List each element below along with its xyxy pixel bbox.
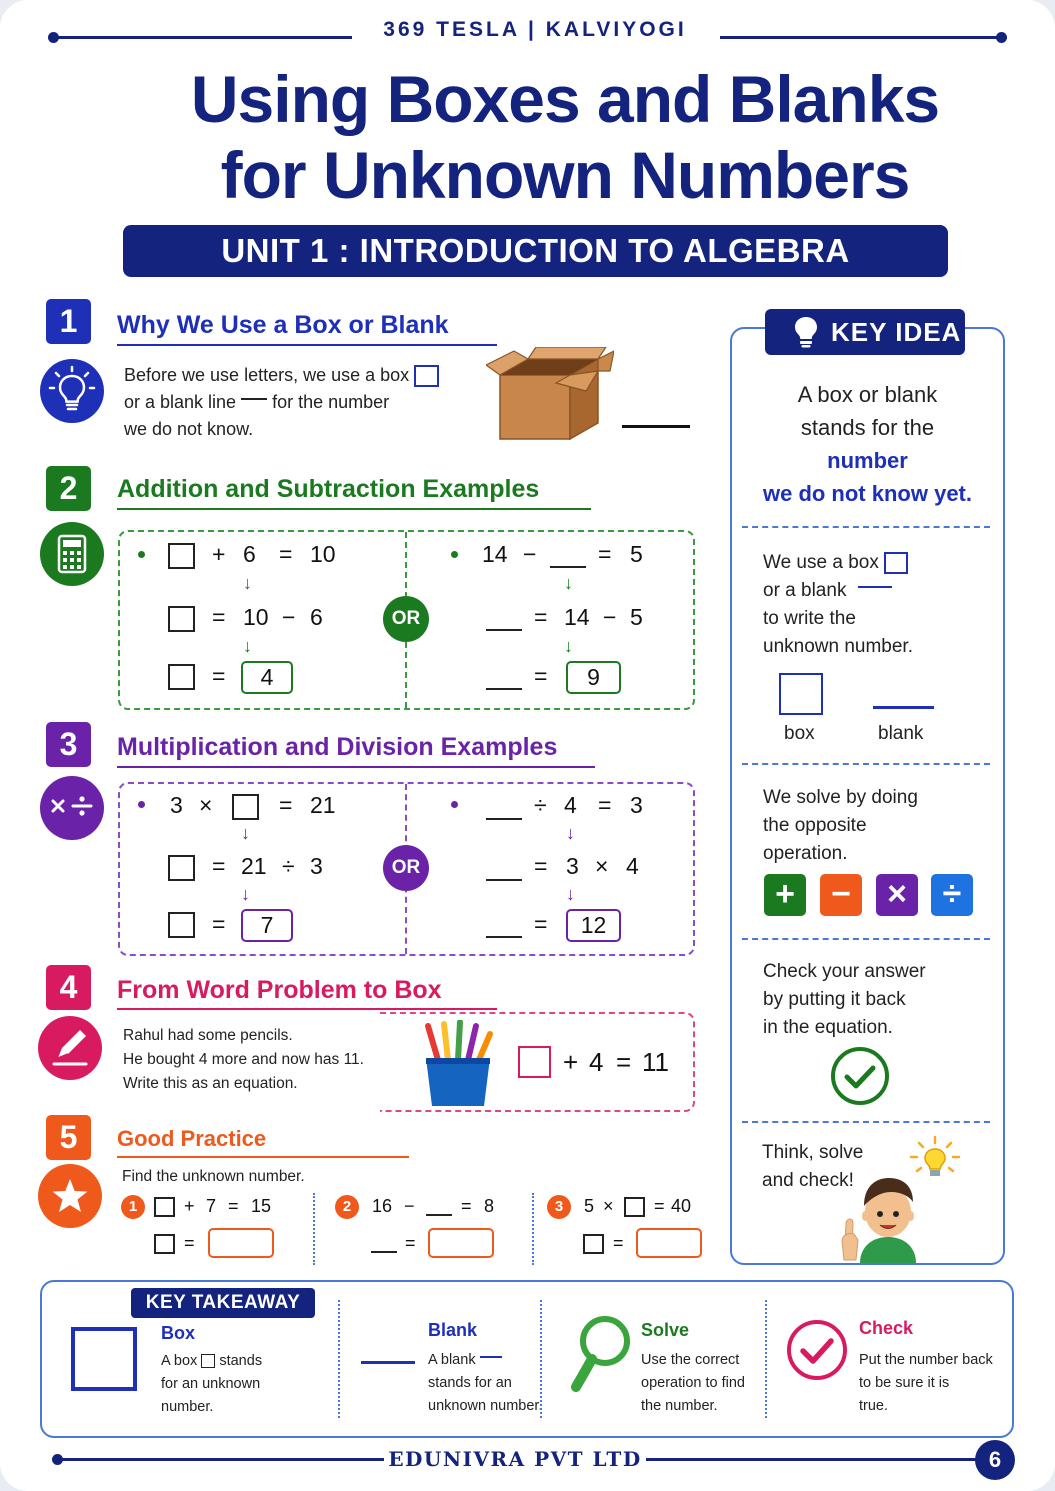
key-idea-line: A box or blank [797, 382, 938, 407]
section-1-text [124, 362, 504, 443]
lightbulb-icon [40, 359, 104, 423]
panel-line: We solve by doing [763, 787, 918, 808]
times-sign: × [603, 1196, 614, 1216]
times-divide-icon [40, 776, 104, 840]
number: 11 [642, 1047, 669, 1077]
takeaway-line: operation to find [641, 1375, 745, 1391]
unknown-box [168, 912, 195, 938]
divide-sign: ÷ [534, 792, 547, 818]
down-arrow-icon: ↓ [564, 636, 573, 656]
minus-sign: − [404, 1196, 415, 1216]
inline-box-symbol [201, 1354, 215, 1368]
panel-line: and check! [762, 1170, 854, 1191]
number: 3 [170, 792, 183, 818]
footer-rule-right [646, 1458, 976, 1461]
number: 3 [566, 853, 579, 879]
panel-divider [742, 1121, 990, 1123]
number: 40 [671, 1196, 692, 1216]
equals-sign: = [598, 792, 612, 818]
down-arrow-icon: ↓ [243, 573, 252, 593]
equals-sign: = [279, 792, 293, 818]
unknown-box [168, 543, 195, 569]
section-2-underline [117, 508, 591, 510]
magnifier-icon [570, 1313, 634, 1398]
unknown-box [154, 1197, 175, 1217]
check-mark-icon [785, 1318, 849, 1387]
section-5-underline [117, 1156, 409, 1158]
times-operation-icon: × [876, 874, 918, 916]
cardboard-box-image [486, 347, 614, 447]
number: 4 [626, 853, 639, 879]
blank-line-illustration [622, 425, 690, 428]
section-4-underline [117, 1008, 497, 1010]
times-sign: × [199, 792, 213, 818]
header-dot-right [996, 32, 1007, 43]
practice-1-answer-input[interactable] [208, 1228, 274, 1258]
takeaway-line: unknown number. [428, 1398, 543, 1414]
box-label: box [784, 723, 815, 744]
takeaway-line: stands [219, 1353, 263, 1369]
number: 3 [630, 792, 643, 818]
company-name: EDUNIVRA PVT LTD [388, 1447, 642, 1471]
section-1-underline [117, 344, 497, 346]
number: 4 [564, 792, 577, 818]
down-arrow-icon: ↓ [566, 884, 575, 904]
blank-label: blank [878, 723, 924, 744]
unknown-blank [486, 879, 522, 881]
divide-operation-icon: ÷ [931, 874, 973, 916]
panel-line: or a blank [763, 580, 847, 601]
unknown-box [624, 1197, 645, 1217]
number: 16 [372, 1196, 393, 1216]
section-5-number: 5 [46, 1115, 91, 1160]
panel-divider [742, 938, 990, 940]
takeaway-box-title: Box [161, 1323, 196, 1343]
calculator-icon [40, 522, 104, 586]
panel-divider [742, 526, 990, 528]
page-title-line2: for Unknown Numbers [220, 138, 910, 212]
practice-3-answer-input[interactable] [636, 1228, 702, 1258]
panel-line: unknown number. [763, 636, 913, 657]
inline-box-symbol [884, 552, 908, 574]
unknown-box [518, 1046, 551, 1078]
number: 21 [310, 792, 336, 818]
header-dot-left [48, 32, 59, 43]
panel-line: Think, solve [762, 1142, 864, 1163]
s1-line3: we do not know. [124, 419, 254, 439]
takeaway-blank-title: Blank [428, 1320, 478, 1340]
number: 3 [310, 853, 323, 879]
header-rule-right [720, 36, 1002, 39]
unknown-box [168, 855, 195, 881]
takeaway-solve-text [641, 1349, 766, 1418]
check-circle-icon [830, 1046, 890, 1111]
takeaway-line: A blank [428, 1352, 476, 1368]
answer-box: 12 [566, 909, 621, 942]
inline-blank-symbol [480, 1356, 502, 1358]
divide-sign: ÷ [282, 853, 295, 879]
times-sign: × [595, 853, 609, 879]
down-arrow-icon: ↓ [564, 573, 573, 593]
minus-sign: − [282, 604, 296, 630]
section-2-title: Addition and Subtraction Examples [117, 475, 540, 503]
pencil-icon [38, 1016, 102, 1080]
answer-box: 9 [566, 661, 621, 694]
s4-line3: Write this as an equation. [123, 1075, 298, 1092]
practice-divider [313, 1193, 315, 1265]
lightbulb-icon [793, 316, 819, 348]
equals-sign: = [461, 1196, 472, 1216]
number: 21 [241, 853, 267, 879]
inline-blank-symbol [858, 586, 892, 588]
panel-line: the opposite [763, 815, 867, 836]
takeaway-line: Put the number back [859, 1352, 993, 1368]
section-4-number: 4 [46, 965, 91, 1010]
inline-blank-symbol [241, 398, 267, 400]
practice-2-badge: 2 [335, 1195, 359, 1219]
box-symbol-large [779, 673, 823, 715]
blank-symbol-takeaway [361, 1361, 415, 1364]
section-4-title: From Word Problem to Box [117, 976, 442, 1004]
equals-sign: = [212, 911, 226, 937]
key-idea-statement [732, 378, 1003, 510]
equals-sign: = [405, 1233, 416, 1253]
answer-box: 7 [241, 909, 293, 942]
equals-sign: = [212, 604, 226, 630]
unknown-blank [486, 629, 522, 631]
s4-line2: He bought 4 more and now has 11. [123, 1051, 364, 1068]
plus-sign: + [563, 1047, 579, 1077]
panel-line: operation. [763, 843, 848, 864]
practice-3-badge: 3 [547, 1195, 571, 1219]
minus-sign: − [523, 541, 537, 567]
inline-box-symbol [414, 365, 439, 387]
key-idea-tag [765, 309, 965, 355]
equals-sign: = [534, 911, 548, 937]
unknown-blank [486, 818, 522, 820]
takeaway-line: to be sure it is [859, 1375, 950, 1391]
key-idea-box-text [763, 549, 993, 661]
equals-sign: = [534, 663, 548, 689]
number: 14 [564, 604, 590, 630]
minus-sign: − [603, 604, 617, 630]
equals-sign: = [598, 541, 612, 567]
number: 15 [251, 1196, 272, 1216]
section-2-number: 2 [46, 466, 91, 511]
takeaway-solve-title: Solve [641, 1320, 690, 1340]
takeaway-line: Use the correct [641, 1352, 740, 1368]
footer-rule-left [58, 1458, 384, 1461]
unknown-blank [486, 688, 522, 690]
takeaway-line: stands for an [428, 1375, 512, 1391]
section-4-text [123, 1024, 423, 1096]
unknown-blank [426, 1214, 452, 1216]
unknown-box [232, 794, 259, 820]
section-3-underline [117, 766, 595, 768]
panel-line: We use a box [763, 552, 879, 573]
number: 6 [310, 604, 323, 630]
down-arrow-icon: ↓ [566, 823, 575, 843]
equals-sign: = [212, 853, 226, 879]
takeaway-line: true. [859, 1398, 889, 1414]
number: 8 [484, 1196, 495, 1216]
number: 10 [310, 541, 336, 567]
unknown-box [168, 606, 195, 632]
number: 5 [630, 541, 643, 567]
box-symbol-takeaway [71, 1327, 137, 1391]
key-idea-line: stands for the [800, 415, 935, 440]
practice-2-answer-input[interactable] [428, 1228, 494, 1258]
footer-dot-left [52, 1454, 63, 1465]
equals-sign: = [184, 1233, 195, 1253]
equals-sign: = [534, 853, 548, 879]
takeaway-divider [540, 1300, 542, 1418]
or-badge-purple: OR [383, 845, 429, 891]
down-arrow-icon: ↓ [241, 823, 250, 843]
takeaway-divider [338, 1300, 340, 1418]
equals-sign: = [228, 1196, 239, 1216]
s4-line1: Rahul had some pencils. [123, 1027, 293, 1044]
bullet [451, 551, 458, 558]
takeaway-box-text [161, 1350, 321, 1419]
number: 5 [584, 1196, 595, 1216]
section-5-title: Good Practice [117, 1126, 267, 1151]
unknown-box [154, 1234, 175, 1254]
number: 14 [482, 541, 508, 567]
panel-line: to write the [763, 608, 856, 629]
panel-line: by putting it back [763, 989, 906, 1010]
number: 4 [589, 1047, 604, 1077]
takeaway-check-text [859, 1349, 1009, 1418]
panel-line: Check your answer [763, 961, 926, 982]
student-character-image [838, 1170, 938, 1268]
or-badge-green: OR [383, 596, 429, 642]
pencil-cup-image [424, 1020, 494, 1113]
key-idea-label: KEY IDEA [831, 317, 962, 347]
unknown-box [583, 1234, 604, 1254]
unit-banner: UNIT 1 : INTRODUCTION TO ALGEBRA [123, 225, 948, 277]
plus-sign: + [184, 1196, 195, 1216]
down-arrow-icon: ↓ [243, 636, 252, 656]
key-idea-highlight: number [827, 448, 908, 473]
practice-1-badge: 1 [121, 1195, 145, 1219]
equals-sign: = [654, 1196, 665, 1216]
takeaway-line: the number. [641, 1398, 718, 1414]
section-1-title: Why We Use a Box or Blank [117, 311, 449, 339]
takeaway-divider [765, 1300, 767, 1418]
unknown-blank [550, 566, 586, 568]
equals-sign: = [534, 604, 548, 630]
equals-sign: = [616, 1047, 632, 1077]
unknown-blank [486, 936, 522, 938]
page-number: 6 [975, 1440, 1015, 1480]
takeaway-blank-text [428, 1349, 548, 1418]
equals-sign: = [212, 663, 226, 689]
takeaway-line: number. [161, 1399, 214, 1415]
brand-text: 369 TESLA | KALVIYOGI [383, 18, 687, 41]
star-icon [38, 1164, 102, 1228]
plus-operation-icon: + [764, 874, 806, 916]
key-idea-highlight: we do not know yet. [762, 481, 972, 506]
blank-symbol-large [873, 706, 934, 709]
key-takeaway-tag: KEY TAKEAWAY [131, 1288, 315, 1318]
takeaway-line: A box [161, 1353, 198, 1369]
unknown-box [168, 664, 195, 690]
panel-line: in the equation. [763, 1017, 893, 1038]
check-answer-text [763, 958, 993, 1042]
opposite-operation-text [763, 784, 993, 868]
header-rule-left [52, 36, 352, 39]
bullet [138, 551, 145, 558]
s1-line2b: for the number [272, 392, 390, 412]
practice-divider [532, 1193, 534, 1265]
equals-sign: = [613, 1233, 624, 1253]
bullet [138, 801, 145, 808]
s1-line2a: or a blank line [124, 392, 237, 412]
plus-sign: + [212, 541, 226, 567]
takeaway-line: for an unknown [161, 1376, 261, 1392]
number: 6 [243, 541, 256, 567]
number: 7 [206, 1196, 217, 1216]
number: 10 [243, 604, 269, 630]
section-3-number: 3 [46, 722, 91, 767]
minus-operation-icon: − [820, 874, 862, 916]
takeaway-check-title: Check [859, 1318, 914, 1338]
page-title-line1: Using Boxes and Blanks [190, 62, 940, 136]
equals-sign: = [279, 541, 293, 567]
panel-divider [742, 763, 990, 765]
bullet [451, 801, 458, 808]
number: 5 [630, 604, 643, 630]
answer-box: 4 [241, 661, 293, 694]
down-arrow-icon: ↓ [241, 884, 250, 904]
unknown-blank [371, 1251, 397, 1253]
practice-instruction: Find the unknown number. [122, 1168, 305, 1185]
s1-line1: Before we use letters, we use a box [124, 365, 410, 385]
section-1-number: 1 [46, 299, 91, 344]
section-3-title: Multiplication and Division Examples [117, 733, 558, 761]
